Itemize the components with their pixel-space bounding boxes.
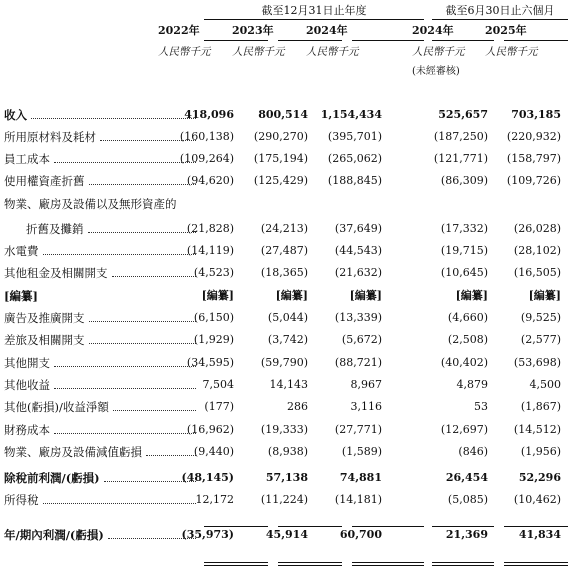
row-value: (846) (458, 445, 488, 458)
row-value: 60,700 (339, 528, 382, 541)
row-value: (8,938) (267, 445, 308, 458)
row-label: 所得稅 (4, 493, 39, 507)
period-underline-fiscal-year (204, 19, 424, 20)
row-value: (220,932) (506, 130, 561, 143)
row-value: (13,339) (334, 311, 382, 324)
row-value: (14,181) (334, 493, 382, 506)
table-row (0, 396, 573, 418)
row-value: 3,116 (350, 400, 382, 413)
table-row (0, 170, 573, 192)
row-value: (1,589) (341, 445, 382, 458)
row-value: 12,172 (195, 493, 234, 506)
row-value: 286 (287, 400, 308, 413)
row-value: (5,672) (341, 333, 382, 346)
row-value: 7,504 (202, 378, 234, 391)
table-row (0, 352, 573, 374)
row-label: 其他租金及相關開支 (4, 266, 108, 280)
row-value: 525,657 (438, 108, 488, 121)
row-value: (19,715) (440, 244, 488, 257)
row-value: (44,543) (334, 244, 382, 257)
column-header-2023: 2023年 (232, 24, 274, 37)
row-value: 41,834 (518, 528, 561, 541)
row-value: (94,620) (186, 174, 234, 187)
row-value: (125,429) (253, 174, 308, 187)
row-value: (21,632) (334, 266, 382, 279)
currency-unit: 人民幣千元 (232, 46, 285, 58)
row-value: (6,150) (193, 311, 234, 324)
subtotal-rule (504, 526, 568, 527)
row-value: 1,154,434 (320, 108, 382, 121)
row-value: (28,102) (513, 244, 561, 257)
row-label: 其他收益 (4, 378, 50, 392)
row-value: (2,508) (447, 333, 488, 346)
table-row (0, 285, 573, 307)
row-label: [編纂] (4, 289, 38, 303)
row-value: (395,701) (327, 130, 382, 143)
row-value: (121,771) (433, 152, 488, 165)
column-header-2024: 2024年 (306, 24, 348, 37)
row-value: (14,512) (513, 423, 561, 436)
row-value: (158,797) (506, 152, 561, 165)
row-value: (86,309) (440, 174, 488, 187)
period-header-fiscal-year: 截至12月31日止年度 (261, 4, 367, 17)
table-row (0, 240, 573, 262)
row-value: (177) (204, 400, 234, 413)
row-value: (175,194) (253, 152, 308, 165)
row-label: 物業、廠房及設備以及無形資產的 (4, 197, 177, 211)
row-value: 26,454 (445, 471, 488, 484)
row-value: 52,296 (518, 471, 561, 484)
row-value: (1,867) (520, 400, 561, 413)
table-row (0, 126, 573, 148)
row-value: (24,213) (260, 222, 308, 235)
row-value: (4,660) (447, 311, 488, 324)
column-rule-2024-half (432, 40, 494, 41)
row-value: 53 (474, 400, 488, 413)
row-value: 8,967 (350, 378, 382, 391)
table-row (0, 262, 573, 284)
subtotal-rule (432, 526, 494, 527)
row-value: 45,914 (265, 528, 308, 541)
table-row (0, 441, 573, 463)
row-value: (10,462) (513, 493, 561, 506)
row-value: (1,929) (193, 333, 234, 346)
column-rule-2022 (204, 40, 268, 41)
table-row (0, 467, 573, 489)
row-value: [編纂] (455, 289, 488, 302)
row-value: (1,956) (520, 445, 561, 458)
row-value: (2,577) (520, 333, 561, 346)
row-value: (5,085) (447, 493, 488, 506)
row-value: (21,828) (186, 222, 234, 235)
period-header-six-months: 截至6月30日止六個月 (445, 4, 555, 17)
row-value: 57,138 (265, 471, 308, 484)
row-value: (9,525) (520, 311, 561, 324)
row-value: (17,332) (440, 222, 488, 235)
row-label: 收入 (4, 108, 27, 122)
subtotal-rule (352, 526, 424, 527)
currency-unit: 人民幣千元 (306, 46, 359, 58)
row-value: (188,845) (327, 174, 382, 187)
total-double-rule (204, 562, 268, 563)
row-value: (19,333) (260, 423, 308, 436)
table-row (0, 193, 573, 215)
row-label: 其他開支 (4, 356, 50, 370)
row-value: (290,270) (253, 130, 308, 143)
row-value: (10,645) (440, 266, 488, 279)
total-double-rule (204, 565, 268, 566)
subtotal-rule (278, 526, 342, 527)
row-value: (16,505) (513, 266, 561, 279)
subtotal-rule (204, 526, 268, 527)
row-value: (35,973) (181, 528, 234, 541)
row-label: 水電費 (4, 244, 39, 258)
table-row (0, 329, 573, 351)
row-value: (14,119) (186, 244, 234, 257)
row-label: 年/期內利潤/(虧損) (4, 528, 104, 542)
row-value: (5,044) (267, 311, 308, 324)
column-header-2022: 2022年 (158, 24, 200, 37)
row-value: (48,145) (181, 471, 234, 484)
total-double-rule (278, 565, 342, 566)
total-double-rule (504, 562, 568, 563)
row-value: (265,062) (327, 152, 382, 165)
row-value: (187,250) (433, 130, 488, 143)
row-label: 廣告及推廣開支 (4, 311, 85, 325)
row-value: (109,726) (506, 174, 561, 187)
currency-unit: 人民幣千元 (412, 46, 465, 58)
row-label: 其他(虧損)/收益淨額 (4, 400, 109, 414)
row-value: (34,595) (186, 356, 234, 369)
total-double-rule (278, 562, 342, 563)
row-value: (12,697) (440, 423, 488, 436)
row-value: (3,742) (267, 333, 308, 346)
row-value: 418,096 (184, 108, 234, 121)
table-row (0, 307, 573, 329)
row-value: (160,138) (179, 130, 234, 143)
row-value: [編纂] (528, 289, 561, 302)
table-row (0, 419, 573, 441)
total-double-rule (432, 565, 494, 566)
row-value: (4,523) (193, 266, 234, 279)
row-label: 員工成本 (4, 152, 50, 166)
row-value: (40,402) (440, 356, 488, 369)
row-value: [編纂] (201, 289, 234, 302)
column-rule-2023 (278, 40, 342, 41)
total-double-rule (432, 562, 494, 563)
row-value: (9,440) (193, 445, 234, 458)
column-rule-2024 (352, 40, 424, 41)
row-label: 財務成本 (4, 423, 50, 437)
row-value: 21,369 (445, 528, 488, 541)
table-row (0, 148, 573, 170)
row-label: 除稅前利潤/(虧損) (4, 471, 100, 485)
currency-unit: 人民幣千元 (158, 46, 211, 58)
column-rule-2025-half (504, 40, 568, 41)
column-header-2024-half: 2024年 (412, 24, 454, 37)
row-value: [編纂] (349, 289, 382, 302)
table-row (0, 104, 573, 126)
table-row (0, 489, 573, 511)
row-value: 14,143 (269, 378, 308, 391)
table-row (0, 374, 573, 396)
unaudited-note: (未經審核) (412, 66, 460, 77)
total-double-rule (352, 562, 424, 563)
row-value: (27,487) (260, 244, 308, 257)
row-label: 物業、廠房及設備減值虧損 (4, 445, 142, 459)
currency-unit: 人民幣千元 (485, 46, 538, 58)
row-value: (37,649) (334, 222, 382, 235)
table-row (0, 218, 573, 240)
row-value: 800,514 (258, 108, 308, 121)
row-value: (53,698) (513, 356, 561, 369)
row-value: 703,185 (511, 108, 561, 121)
total-double-rule (504, 565, 568, 566)
row-value: 4,879 (456, 378, 488, 391)
row-value: (59,790) (260, 356, 308, 369)
row-value: (109,264) (179, 152, 234, 165)
row-label: 折舊及攤銷 (26, 222, 84, 236)
row-label: 所用原材料及耗材 (4, 130, 96, 144)
row-value: (88,721) (334, 356, 382, 369)
row-value: (27,771) (334, 423, 382, 436)
row-value: (26,028) (513, 222, 561, 235)
row-label: 使用權資產折舊 (4, 174, 85, 188)
row-value: 74,881 (339, 471, 382, 484)
row-value: 4,500 (529, 378, 561, 391)
row-value: (18,365) (260, 266, 308, 279)
row-value: [編纂] (275, 289, 308, 302)
row-value: (11,224) (260, 493, 308, 506)
column-header-2025-half: 2025年 (485, 24, 527, 37)
period-underline-six-months (432, 19, 568, 20)
row-value: (16,962) (186, 423, 234, 436)
row-label: 差旅及相關開支 (4, 333, 85, 347)
total-double-rule (352, 565, 424, 566)
table-row (0, 524, 573, 546)
